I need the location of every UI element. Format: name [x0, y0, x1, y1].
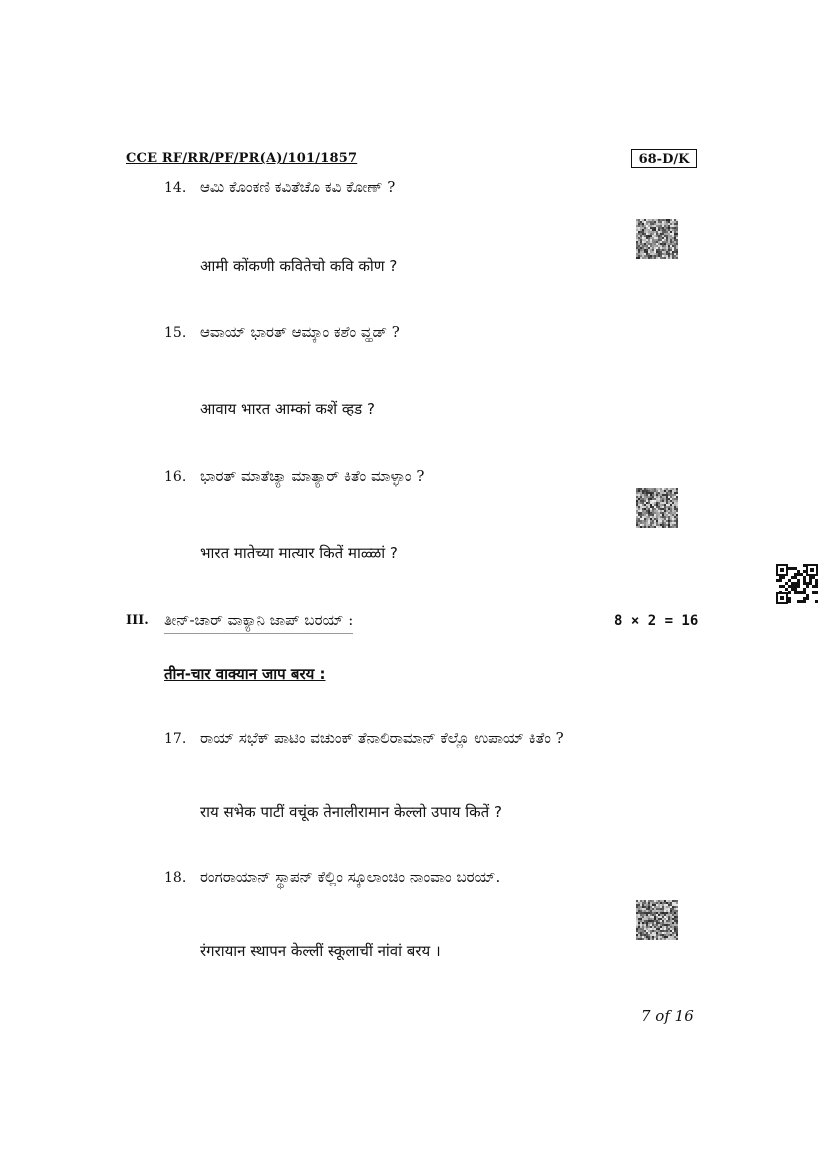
question-15-number: 15.	[164, 325, 187, 341]
qr-code-side	[776, 564, 818, 604]
section-instruction-devanagari: तीन-चार वाक्यान जाप बरय :	[164, 665, 326, 683]
question-16-number: 16.	[164, 469, 187, 485]
section-instruction-kannada: ತೀನ್-ಚಾರ್ ವಾಕ್ಯಾನಿ ಜಾಪ್ ಬರಯ್ :	[164, 611, 353, 634]
question-17-kannada: ರಾಯ್ ಸಭೆಕ್ ಪಾಟಿಂ ವಚುಂಕ್ ತೆನಾಲಿರಾಮಾನ್ ಕೆಲ್ಲೊ ಉಪಾಯ್ ಕಿತೆಂ ?	[200, 729, 564, 747]
question-16-devanagari: भारत मातेच्या मात्यार कितें माळ्ळां ?	[200, 544, 398, 562]
question-16-kannada: ಭಾರತ್ ಮಾತೆಚ್ಯಾ ಮಾತ್ಯಾರ್ ಕಿತೆಂ ಮಾಳ್ಳಾಂ ?	[200, 467, 425, 485]
qr-code-image	[636, 488, 678, 528]
question-15-devanagari: आवाय भारत आम्कां कशें व्हड ?	[200, 400, 375, 418]
exam-code: CCE RF/RR/PF/PR(A)/101/1857	[126, 151, 358, 166]
section-marks: 8 × 2 = 16	[614, 613, 699, 629]
question-15-kannada: ಆವಾಯ್ ಭಾರತ್ ಆಮ್ಕಾಂ ಕಶೆಂ ವ್ಹಡ್ ?	[200, 323, 400, 341]
question-17-devanagari: राय सभेक पाटीं वचूंक तेनालीरामान केल्लो उपाय कितें ?	[200, 803, 502, 821]
question-14-number: 14.	[164, 180, 187, 196]
section-number: III.	[126, 613, 149, 628]
question-14-kannada: ಆಮಿ ಕೊಂಕಣಿ ಕವಿತೆಚೊ ಕವಿ ಕೋಣ್ ?	[200, 178, 396, 196]
question-17-number: 17.	[164, 731, 187, 747]
question-18-number: 18.	[164, 870, 187, 886]
qr-code-image	[636, 219, 678, 259]
question-14-devanagari: आमी कोंकणी कवितेचो कवि कोण ?	[200, 257, 398, 275]
question-18-kannada: ರಂಗರಾಯಾನ್ ಸ್ಥಾಪನ್ ಕೆಲ್ಲಿಂ ಸ್ಕೂಲಾಂಚಿಂ ನಾಂವಾಂ ಬರಯ್.	[200, 868, 501, 886]
qr-code-image	[636, 900, 678, 940]
paper-code-box: 68-D/K	[631, 149, 697, 168]
question-18-devanagari: रंगरायान स्थापन केल्लीं स्कूलाचीं नांवां बरय ।	[200, 942, 441, 960]
page-number: 7 of 16	[641, 1007, 694, 1025]
